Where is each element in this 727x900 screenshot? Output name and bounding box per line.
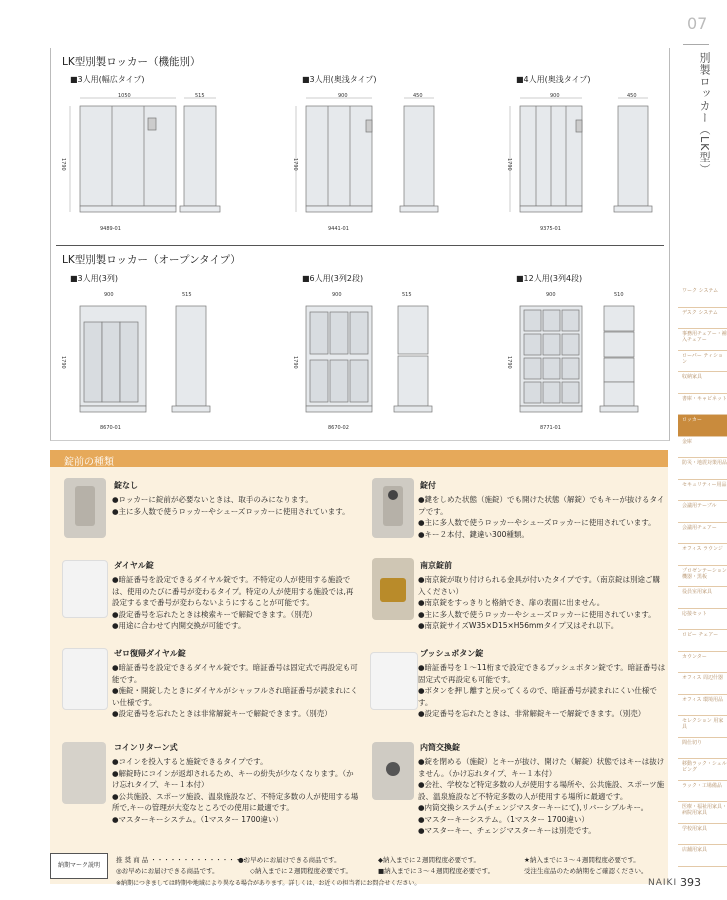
lock-padlock-text: ●南京錠が取り付けられる金具が付いたタイプです。（南京錠は別途ご購入ください） ●南京錠をすっきりと格納でき、扉の表面に出ません。 ●主に多人数で使うロッカーやシューズロッカーに使用されています。 ●南京錠サイズW35×D15×H56mmタイプ又はそれ以下。	[418, 575, 661, 630]
lock-key-title: 錠付	[420, 481, 436, 490]
footer-note: ※納期につきましては時期や地域により異なる場合があります。詳しくは、お近くの担当者にお問合せください。	[116, 880, 421, 887]
delivery-mark-label: 納期マーク説明	[50, 853, 108, 879]
sidebar-item[interactable]: オフィス ラウンジ	[678, 544, 727, 566]
sidebar-item[interactable]: 金庫	[678, 437, 727, 459]
s1g1-code: 9489-01	[100, 226, 121, 232]
padlock-photo-icon	[372, 558, 414, 620]
s1-group2-label: ■3人用(奥浅タイプ)	[302, 75, 377, 84]
s1g2-depth: 450	[413, 93, 423, 99]
page-number: 393	[680, 876, 701, 889]
dial-lock-photo-icon	[62, 560, 108, 618]
side-title: 別製ロッカー（LK型）	[698, 52, 711, 176]
sidebar-item[interactable]: ローパー ティション	[678, 351, 727, 373]
s1g3-height: 1790	[506, 158, 512, 171]
section-divider	[56, 245, 664, 246]
sidebar-item[interactable]: セキュリティー用品	[678, 480, 727, 502]
lock-cylinder-title: 内筒交換錠	[420, 743, 460, 752]
sidebar-item[interactable]: ラック・工場備品	[678, 781, 727, 803]
legend-7: 受注生産品のため納期をご確認ください。	[524, 867, 648, 875]
section2-title: LK型別製ロッカー（オープンタイプ）	[62, 254, 241, 266]
lock-key-text: ●鍵をしめた状態（施錠）でも開けた状態（解錠）でもキーが抜けるタイプです。 ●主に多人数で使うロッカーやシューズロッカーに使用されています。 ●キー２本付、鍵違い300種類。	[418, 495, 665, 539]
s1g1-height: 1790	[60, 158, 66, 171]
s2-group3-label: ■12人用(3列4段)	[516, 274, 583, 283]
s1-group1-label: ■3人用(幅広タイプ)	[70, 75, 145, 84]
s1g2-height: 1790	[292, 158, 298, 171]
sidebar-item[interactable]: 役員室用家具	[678, 587, 727, 609]
lock-padlock-title: 南京錠前	[420, 561, 452, 570]
lock-dial-title: ダイヤル錠	[114, 561, 154, 570]
legend-6: ■納入までに３～４週間程度必要です。	[378, 867, 495, 875]
legend-3: ★納入までに３～４週間程度必要です。	[524, 856, 640, 864]
sidebar-item[interactable]: オフィス 環境用品	[678, 695, 727, 717]
s2g2-height: 1790	[292, 356, 298, 369]
s2g3-height: 1790	[506, 356, 512, 369]
sidebar-item[interactable]: 間仕切り	[678, 738, 727, 760]
sidebar-item[interactable]: プロゼンテーション機器・黒板	[678, 566, 727, 588]
s1g3-width: 900	[550, 93, 560, 99]
chapter-divider	[683, 44, 709, 45]
lock-cylinder-text: ●錠を閉める（施錠）とキーが抜け、開けた（解錠）状態ではキーは抜けません。（かけ忘れタイプ、キー１本付） ●会社、学校など特定多数の人が使用する場所や、公共施設、スポーツ施設、温泉施設など不特定多数の人が使用する場所に最適です。 ●内筒交換システム(チェンジマスターキーにて),リバーシブルキー。 ●マスターキーシステム。（1マスター 1700違い） ●マスターキー、チェンジマスターキーは別売です。	[418, 757, 665, 835]
locks-title: 錠前の種類	[64, 457, 114, 468]
s1g1-width: 1050	[118, 93, 131, 99]
s2-group1-label: ■3人用(3列)	[70, 274, 118, 283]
s1-group3-label: ■4人用(奥浅タイプ)	[516, 75, 591, 84]
legend-5: ◇納入までに２週間程度必要です。	[250, 867, 352, 875]
sidebar-item[interactable]: カウンター	[678, 652, 727, 674]
sidebar-item[interactable]: 会議用テーブル	[678, 501, 727, 523]
legend-2: ◆納入までに２週間程度必要です。	[378, 856, 480, 864]
sidebar-item[interactable]: 書庫・キャビネット	[678, 394, 727, 416]
brand-logo: NAIKI	[648, 878, 678, 888]
sidebar-item[interactable]: 収納家具	[678, 372, 727, 394]
lock-zero-dial-title: ゼロ復帰ダイヤル錠	[114, 649, 186, 658]
sidebar-item[interactable]: 学校用家具	[678, 824, 727, 846]
sidebar-item[interactable]: 防災・地震対策用品	[678, 458, 727, 480]
s1g2-code: 9441-01	[328, 226, 349, 232]
legend-4: ◎お早めにお届けできる商品です。	[116, 867, 219, 875]
lock-dial-text: ●暗証番号を設定できるダイヤル錠です。不特定の人が使用する施設では、使用のたびに番号が変わるタイプ。特定の人が使用する施設では,再設定するまで番号が変わらないようにすることが可能です。 ●設定番号を忘れたときは検索キーで解錠できます。（別売） ●用途に合わせて内開交換が可能です。	[112, 575, 354, 630]
s2-group2-label: ■6人用(3列2段)	[302, 274, 364, 283]
sidebar-item[interactable]: オフィス 周辺什器	[678, 673, 727, 695]
sidebar-item[interactable]: ロッカー	[678, 415, 727, 437]
s2g3-code: 8771-01	[540, 425, 561, 431]
s2g1-height: 1790	[60, 356, 66, 369]
sidebar-nav	[678, 286, 727, 867]
s2g3-width: 900	[546, 292, 556, 298]
s2g1-width: 900	[104, 292, 114, 298]
sidebar-item[interactable]: 医療・福祉用家具・病院用家具	[678, 802, 727, 824]
chapter-number: 07	[687, 14, 708, 33]
s2g1-depth: 515	[182, 292, 192, 298]
lock-push-title: プッシュボタン錠	[420, 649, 484, 658]
cylinder-lock-photo-icon	[372, 742, 414, 800]
s1g3-code: 9375-01	[540, 226, 561, 232]
section1-drawings	[56, 84, 664, 239]
s1g1-depth: 515	[195, 93, 205, 99]
coin-return-lock-photo-icon	[62, 742, 106, 804]
s1g2-width: 900	[338, 93, 348, 99]
handle-photo-icon	[64, 478, 106, 538]
s2g2-width: 900	[332, 292, 342, 298]
legend-1: ●お早めにお届けできる商品です。	[238, 856, 341, 864]
sidebar-item[interactable]: 会議用チェアー	[678, 523, 727, 545]
section2-drawings	[56, 284, 664, 434]
sidebar-item[interactable]: 応接セット	[678, 609, 727, 631]
push-button-lock-photo-icon	[370, 652, 418, 710]
lock-coin-title: コインリターン式	[114, 743, 178, 752]
locks-header	[50, 450, 668, 467]
lock-coin-text: ●コインを投入すると施錠できるタイプです。 ●解錠時にコインが返却されるため、キーの紛失が少なくなります。（かけ忘れタイプ、キー１本付） ●公共施設、スポーツ施設、温泉施設など、不特定多数の人が使用する場所で,キーの管理が大変なところでの使用に最適です。 ●マスターキーシステム。（1マスター 1700違い）	[112, 757, 359, 824]
lock-none-text: ●ロッカーに錠前が必要ないときは、取手のみになります。 ●主に多人数で使うロッカーやシューズロッカーに使用されています。	[112, 495, 350, 516]
zero-dial-lock-photo-icon	[62, 648, 108, 710]
sidebar-item[interactable]: デスク システム	[678, 308, 727, 330]
s2g2-code: 8670-02	[328, 425, 349, 431]
s2g2-depth: 515	[402, 292, 412, 298]
lock-zero-dial-text: ●暗証番号を設定できるダイヤル錠です。暗証番号は固定式で再設定も可能です。 ●施錠・開錠したときにダイヤルがシャッフルされ暗証番号が読まれにくい仕様です。 ●設定番号を忘れたときは非常解錠キーで解錠できます。（別売）	[112, 663, 358, 718]
s2g3-depth: 510	[614, 292, 624, 298]
sidebar-item[interactable]: 移動ラック・シェルビング	[678, 759, 727, 781]
sidebar-item[interactable]: セレクション 用家具	[678, 716, 727, 738]
s1g3-depth: 450	[627, 93, 637, 99]
lock-none-title: 錠なし	[114, 481, 138, 490]
legend-recommended: 推 奨 商 品 ・・・・・・・・・・・・・・・	[116, 856, 248, 864]
sidebar-item[interactable]: ロビー チェアー	[678, 630, 727, 652]
key-lock-photo-icon	[372, 478, 414, 538]
section1-title: LK型別製ロッカー（機能別）	[62, 56, 201, 68]
sidebar-item[interactable]: ワーク システム	[678, 286, 727, 308]
sidebar-item[interactable]: 店舗用家具	[678, 845, 727, 867]
sidebar-item[interactable]: 事務用チェアー・補入チェアー	[678, 329, 727, 351]
lock-push-text: ●暗証番号を１～11桁まで設定できるプッシュボタン錠です。暗証番号は固定式で再設定も可能です。 ●ボタンを押し離すと戻ってくるので、暗証番号が読まれにくい仕様です。 ●設定番号を忘れたときは、非常解錠キーで解錠できます。（別売）	[418, 663, 666, 718]
s2g1-code: 8670-01	[100, 425, 121, 431]
